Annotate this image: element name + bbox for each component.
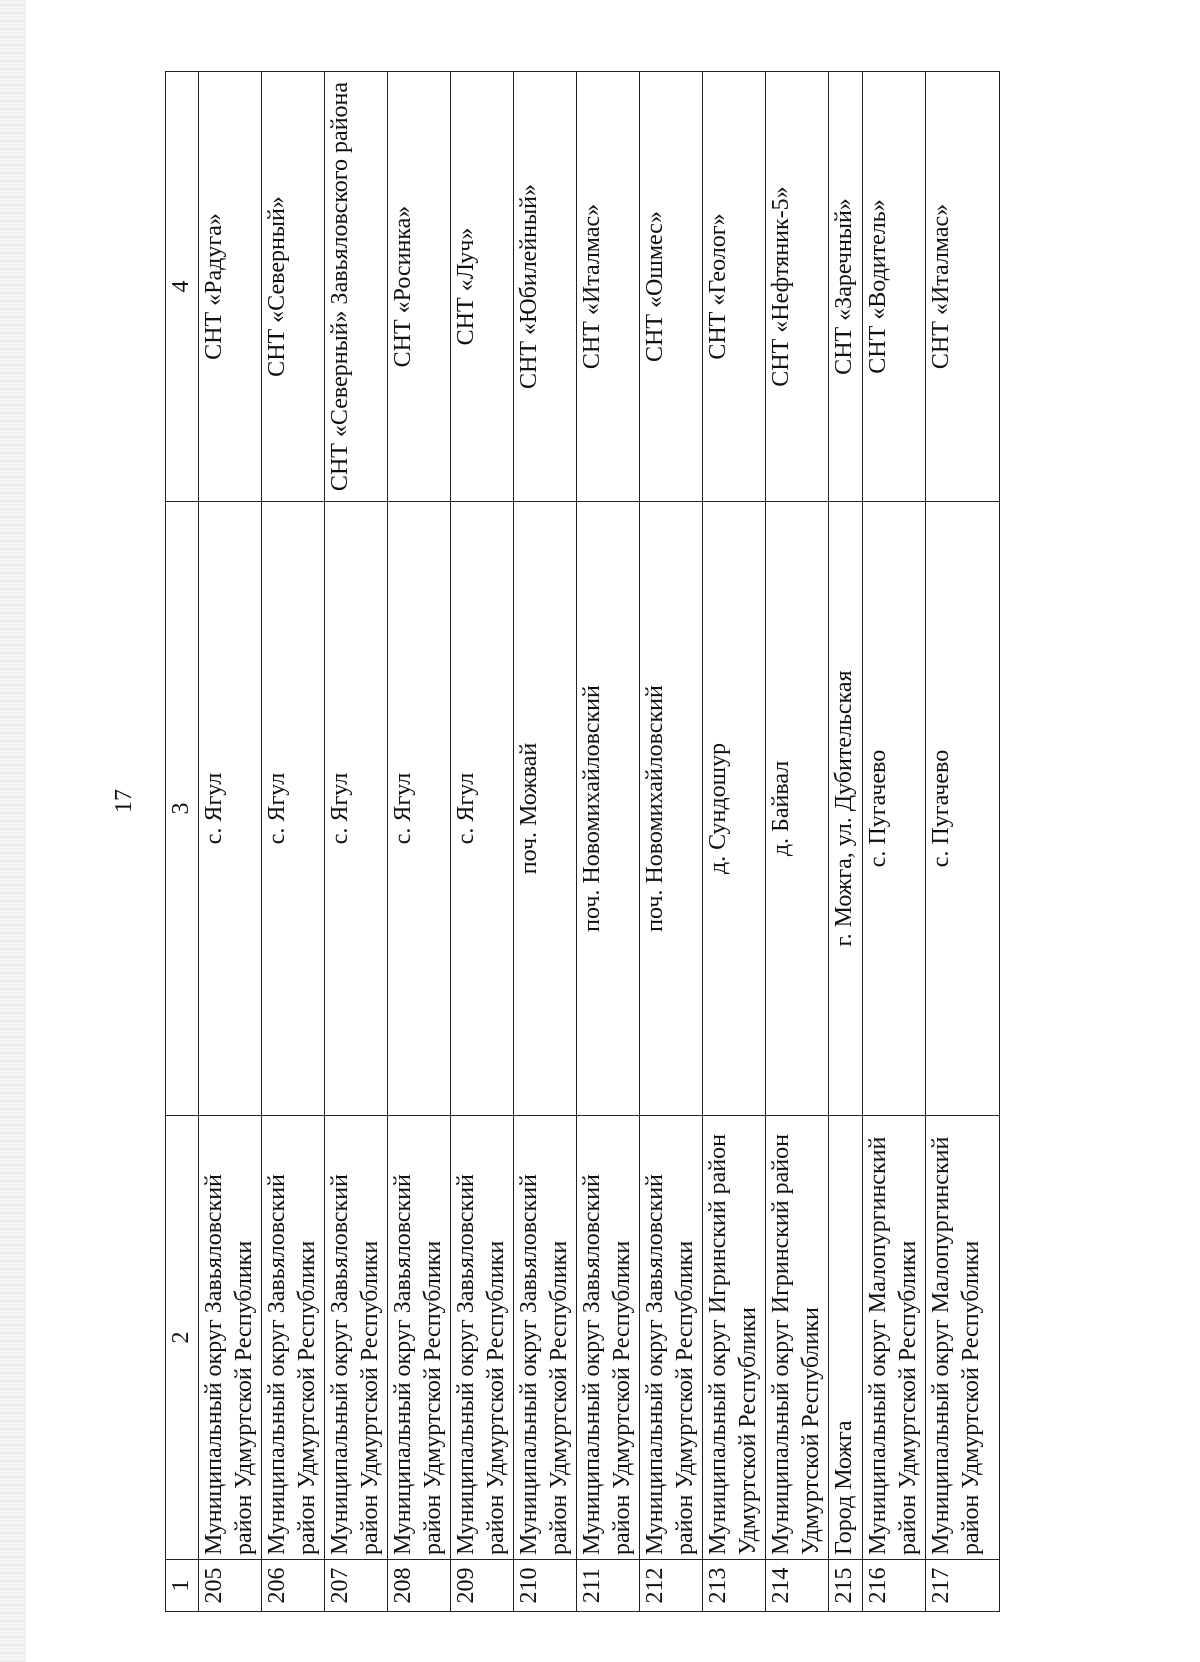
- row-number: 205: [199, 1560, 262, 1612]
- settlement-cell: г. Можга, ул. Дубительская: [829, 502, 863, 1116]
- settlement-cell: поч. Новомихайловский: [640, 502, 703, 1116]
- table-row: [926, 72, 1000, 1612]
- snt-cell: СНТ «Италмас»: [926, 72, 1000, 502]
- snt-cell: СНТ «Северный»: [262, 72, 325, 502]
- settlement-cell: с. Ягул: [199, 502, 262, 1116]
- row-number: 213: [703, 1560, 766, 1612]
- snt-cell: СНТ «Водитель»: [863, 72, 926, 502]
- district-cell: Муниципальный округ Завьяловский район Удмуртской Республики: [640, 1116, 703, 1560]
- district-cell: Муниципальный округ Завьяловский район Удмуртской Республики: [451, 1116, 514, 1560]
- table-row: [325, 72, 388, 1612]
- table-row: [262, 72, 325, 1612]
- table-row: [577, 72, 640, 1612]
- settlement-cell: поч. Можвай: [514, 502, 577, 1116]
- table-row: [829, 72, 863, 1612]
- row-number: 211: [577, 1560, 640, 1612]
- snt-cell: СНТ «Росинка»: [388, 72, 451, 502]
- scan-edge-noise: [0, 0, 26, 1662]
- settlement-cell: с. Ягул: [325, 502, 388, 1116]
- table-row: [199, 72, 262, 1612]
- district-cell: Муниципальный округ Малопургинский район Удмуртской Республики: [863, 1116, 926, 1560]
- table-row: [640, 72, 703, 1612]
- district-cell: Муниципальный округ Завьяловский район Удмуртской Республики: [577, 1116, 640, 1560]
- row-number: 212: [640, 1560, 703, 1612]
- table-row: [703, 72, 766, 1612]
- snt-cell: СНТ «Заречный»: [829, 72, 863, 502]
- snt-cell: СНТ «Италмас»: [577, 72, 640, 502]
- row-number: 207: [325, 1560, 388, 1612]
- snt-cell: СНТ «Юбилейный»: [514, 72, 577, 502]
- settlement-cell: с. Ягул: [388, 502, 451, 1116]
- table-row: [863, 72, 926, 1612]
- settlement-cell: с. Пугачево: [863, 502, 926, 1116]
- settlement-cell: д. Байвал: [766, 502, 829, 1116]
- row-number: 216: [863, 1560, 926, 1612]
- district-cell: Муниципальный округ Завьяловский район Удмуртской Республики: [514, 1116, 577, 1560]
- district-cell: Город Можга: [829, 1116, 863, 1560]
- district-cell: Муниципальный округ Завьяловский район Удмуртской Республики: [388, 1116, 451, 1560]
- table-row: [451, 72, 514, 1612]
- snt-cell: СНТ «Геолог»: [703, 72, 766, 502]
- district-cell: Муниципальный округ Завьяловский район Удмуртской Республики: [262, 1116, 325, 1560]
- district-cell: Муниципальный округ Завьяловский район Удмуртской Республики: [325, 1116, 388, 1560]
- header-col-4: 4: [166, 72, 199, 502]
- settlements-table: [165, 71, 1000, 1612]
- row-number: 210: [514, 1560, 577, 1612]
- settlement-cell: с. Ягул: [262, 502, 325, 1116]
- rotated-table-container: [165, 72, 1050, 1612]
- row-number: 206: [262, 1560, 325, 1612]
- settlement-cell: с. Пугачево: [926, 502, 1000, 1116]
- table-row: [514, 72, 577, 1612]
- header-col-1: 1: [166, 1560, 199, 1612]
- header-col-2: 2: [166, 1116, 199, 1560]
- header-col-3: 3: [166, 502, 199, 1116]
- page-number: 17: [111, 789, 137, 813]
- row-number: 217: [926, 1560, 1000, 1612]
- table-row: [766, 72, 829, 1612]
- settlement-cell: поч. Новомихайловский: [577, 502, 640, 1116]
- settlement-cell: д. Сундошур: [703, 502, 766, 1116]
- row-number: 209: [451, 1560, 514, 1612]
- table-header-row: [166, 72, 199, 1612]
- snt-cell: СНТ «Ошмес»: [640, 72, 703, 502]
- table-row: [388, 72, 451, 1612]
- district-cell: Муниципальный округ Игринский район Удмуртской Республики: [703, 1116, 766, 1560]
- snt-cell: СНТ «Нефтяник-5»: [766, 72, 829, 502]
- snt-cell: СНТ «Северный» Завьяловского района: [325, 72, 388, 502]
- settlement-cell: с. Ягул: [451, 502, 514, 1116]
- row-number: 208: [388, 1560, 451, 1612]
- district-cell: Муниципальный округ Завьяловский район Удмуртской Республики: [199, 1116, 262, 1560]
- snt-cell: СНТ «Луч»: [451, 72, 514, 502]
- row-number: 214: [766, 1560, 829, 1612]
- district-cell: Муниципальный округ Игринский район Удмуртской Республики: [766, 1116, 829, 1560]
- row-number: 215: [829, 1560, 863, 1612]
- district-cell: Муниципальный округ Малопургинский район Удмуртской Республики: [926, 1116, 1000, 1560]
- snt-cell: СНТ «Радуга»: [199, 72, 262, 502]
